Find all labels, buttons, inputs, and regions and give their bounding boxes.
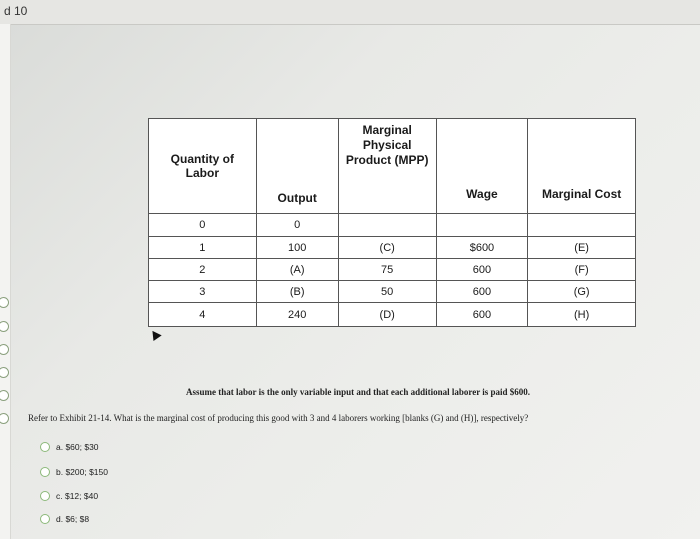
table-row: [149, 259, 636, 281]
choice-c[interactable]: [40, 490, 98, 502]
cell-wage: 600: [436, 259, 528, 281]
header-wage: Wage: [436, 119, 528, 214]
question-text: Refer to Exhibit 21-14. What is the marginal cost of producing this good with 3 and 4 laborers working [blanks (G) and (H)], respectively?: [28, 413, 529, 423]
header-marginal-cost: Marginal Cost: [528, 119, 636, 214]
cell-wage: [436, 214, 528, 237]
radio-circle-icon[interactable]: [40, 442, 50, 452]
header-quantity-of-labor: [149, 119, 257, 214]
cell-quantity: 0: [149, 214, 257, 237]
cell-mpp: (C): [338, 237, 436, 259]
question-number-label: d 10: [4, 4, 28, 18]
cell-output: (B): [256, 281, 338, 303]
radio-circle-icon[interactable]: [40, 514, 50, 524]
choice-label: b. $200; $150: [56, 467, 108, 477]
cell-output: 240: [256, 303, 338, 327]
side-radio-icon[interactable]: [0, 413, 9, 424]
table-row: [149, 237, 636, 259]
table-row: [149, 214, 636, 237]
radio-circle-icon[interactable]: [40, 491, 50, 501]
cell-output: (A): [256, 259, 338, 281]
cell-marginal-cost: (G): [528, 281, 636, 303]
mouse-cursor-icon: [148, 328, 161, 341]
cell-marginal-cost: [528, 214, 636, 237]
cell-mpp: [338, 214, 436, 237]
cell-quantity: 4: [149, 303, 257, 327]
side-radio-icon[interactable]: [0, 297, 9, 308]
header-mpp-line1: Marginal: [362, 123, 412, 137]
choice-d[interactable]: [40, 513, 89, 525]
choice-a[interactable]: [40, 441, 99, 453]
header-mpp-line3: Product (MPP): [345, 153, 429, 167]
side-radio-icon[interactable]: [0, 390, 9, 401]
cell-marginal-cost: (H): [528, 303, 636, 327]
exhibit-caption: Assume that labor is the only variable input and that each additional laborer is paid $600.: [186, 387, 531, 397]
cell-marginal-cost: (E): [528, 237, 636, 259]
choice-label: a. $60; $30: [56, 442, 99, 452]
side-radio-icon[interactable]: [0, 321, 9, 332]
header-mpp-line2: Physical: [362, 138, 412, 152]
side-radio-icon[interactable]: [0, 344, 9, 355]
cell-quantity: 1: [149, 237, 257, 259]
left-navigation-strip: [0, 24, 11, 539]
header-output: Output: [256, 119, 338, 214]
choice-b[interactable]: [40, 466, 108, 478]
table-header-row: [149, 119, 636, 214]
cell-wage: $600: [436, 237, 528, 259]
side-radio-icon[interactable]: [0, 367, 9, 378]
choice-label: c. $12; $40: [56, 491, 99, 501]
cell-mpp: 50: [338, 281, 436, 303]
cell-marginal-cost: (F): [528, 259, 636, 281]
header-quantity-line2: Labor: [185, 166, 219, 180]
cell-mpp: 75: [338, 259, 436, 281]
cell-output: 0: [256, 214, 338, 237]
table-row: [149, 281, 636, 303]
choice-label: d. $6; $8: [56, 514, 90, 524]
cell-quantity: 3: [149, 281, 257, 303]
top-bar: [0, 0, 700, 25]
cell-quantity: 2: [149, 259, 257, 281]
cell-mpp: (D): [338, 303, 436, 327]
cell-wage: 600: [436, 303, 528, 327]
cell-wage: 600: [436, 281, 528, 303]
exhibit-table: [148, 118, 636, 327]
radio-circle-icon[interactable]: [40, 467, 50, 477]
header-marginal-physical-product: [338, 119, 436, 214]
header-quantity-line1: Quantity of: [170, 152, 234, 166]
table-row: [149, 303, 636, 327]
cell-output: 100: [256, 237, 338, 259]
